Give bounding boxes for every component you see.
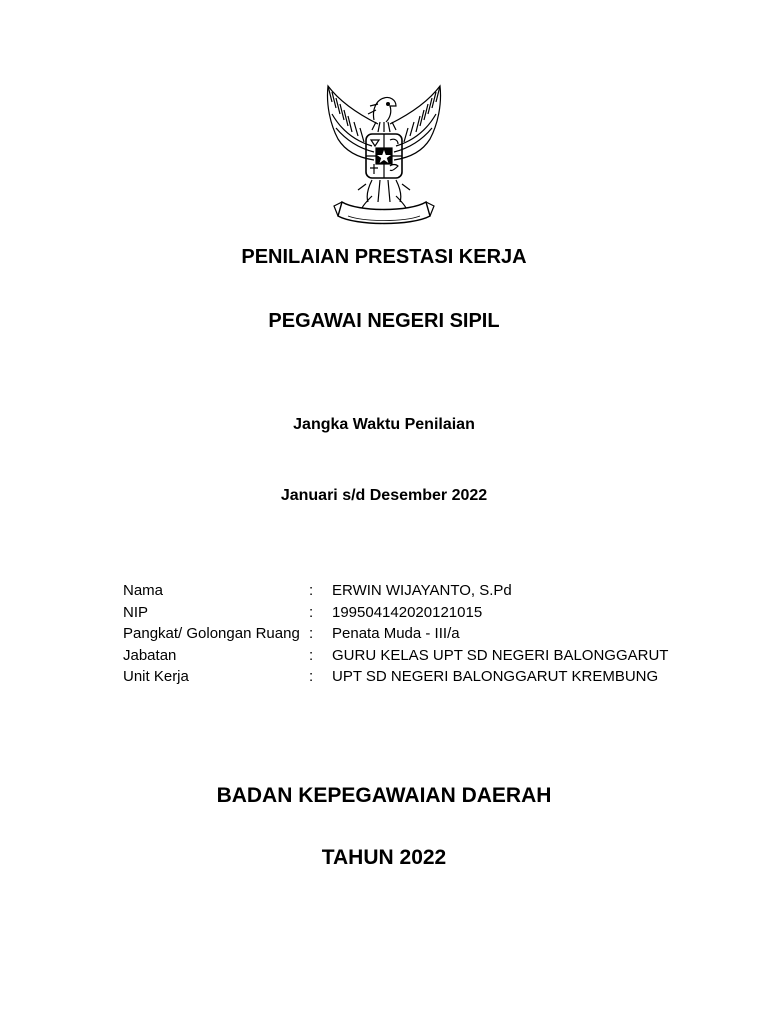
info-label: Pangkat/ Golongan Ruang bbox=[123, 625, 300, 642]
info-row-pangkat bbox=[123, 623, 668, 645]
info-row-nama bbox=[123, 580, 668, 602]
info-value: 199504142020121015 bbox=[332, 603, 483, 621]
info-row-jabatan bbox=[123, 645, 668, 667]
info-row-nip bbox=[123, 602, 668, 624]
info-label: Jabatan bbox=[123, 646, 177, 664]
period-label: Jangka Waktu Penilaian bbox=[293, 416, 475, 433]
info-value: GURU KELAS UPT SD NEGERI BALONGGARUT bbox=[332, 646, 669, 664]
info-colon: : bbox=[309, 646, 314, 664]
info-label: Nama bbox=[123, 582, 164, 599]
garuda-emblem-icon bbox=[318, 84, 450, 230]
year-label: TAHUN 2022 bbox=[321, 846, 447, 869]
info-value: UPT SD NEGERI BALONGGARUT KREMBUNG bbox=[332, 668, 659, 685]
document-subtitle: PEGAWAI NEGERI SIPIL bbox=[268, 310, 500, 332]
info-label: NIP bbox=[123, 603, 149, 621]
period-value: Januari s/d Desember 2022 bbox=[280, 487, 488, 504]
info-colon: : bbox=[309, 603, 314, 621]
info-colon: : bbox=[309, 582, 314, 599]
info-value: ERWIN WIJAYANTO, S.Pd bbox=[332, 582, 512, 599]
agency-name: BADAN KEPEGAWAIAN DAERAH bbox=[216, 784, 552, 807]
document-title: PENILAIAN PRESTASI KERJA bbox=[241, 246, 527, 268]
info-colon: : bbox=[309, 668, 314, 685]
info-row-unit-kerja bbox=[123, 666, 668, 688]
info-colon: : bbox=[309, 625, 314, 642]
info-value: Penata Muda - III/a bbox=[332, 625, 460, 642]
info-label: Unit Kerja bbox=[123, 668, 189, 685]
employee-info-table bbox=[123, 580, 668, 688]
